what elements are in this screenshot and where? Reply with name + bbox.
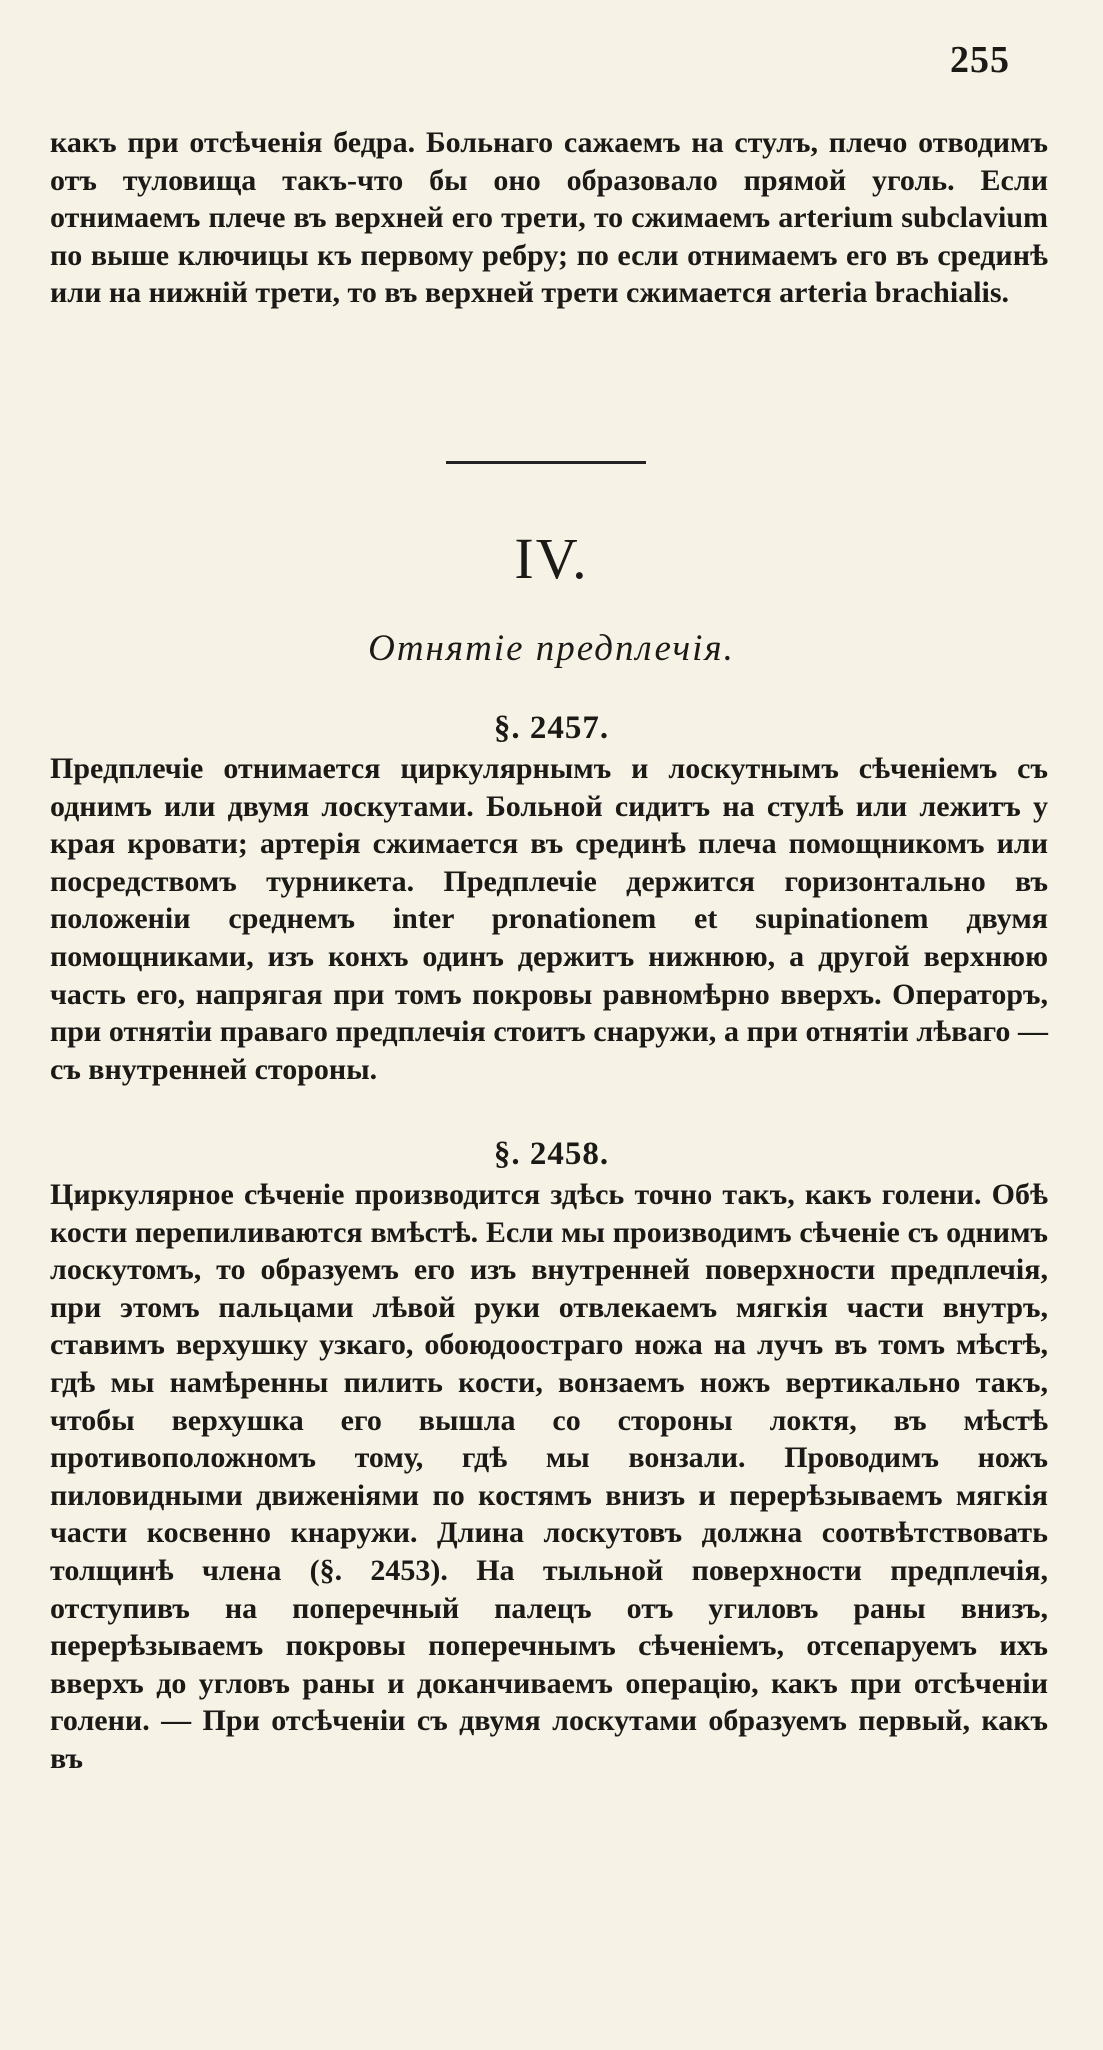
page-number: 255: [950, 39, 1010, 81]
paragraph-upper-arm-amputation: какъ при отсѣченія бедра. Больнаго сажаемъ на стулъ, плечо отводимъ отъ туловища такъ-что бы оно образовало прямой уголь. Если отнимаемъ плече въ верхней его трети, то сжимаемъ arterium subclavium по выше ключицы къ первому ребру; по если отнимаемъ его въ срединѣ или на нижній трети, то въ верхней трети сжимается arteria brachialis.: [50, 126, 1048, 310]
section-heading-2457: §. 2457.: [493, 710, 610, 746]
section-text-2458: Циркулярное сѣченіе производится здѣсь точно такъ, какъ голени. Обѣ кости перепиливаются вмѣстѣ. Если мы производимъ сѣченіе съ однимъ лоскутомъ, то образуемъ его изъ внутренней поверхности предплечія, при этомъ пальцами лѣвой руки отвлекаемъ мягкія части внутръ, ставимъ верхушку узкаго, обоюдоостраго ножа на лучъ въ томъ мѣстѣ, гдѣ мы намѣренны пилить кости, вонзаемъ ножъ вертикально такъ, чтобы верхушка его вышла со стороны локтя, въ мѣстѣ противоположномъ тому, гдѣ мы вонзали. Проводимъ ножъ пиловидными движеніями по костямъ внизъ и перерѣзываемъ мягкія части косвенно кнаружи. Длина лоскутовъ должна соотвѣтствовать толщинѣ члена (§. 2453). На тыльной поверхности предплечія, отступивъ на поперечный палецъ отъ угиловъ раны внизъ, перерѣзываемъ покровы поперечнымъ сѣченіемъ, отсепаруемъ ихъ вверхъ до угловъ раны и доканчиваемъ операцію, какъ при отсѣченіи голени. — При отсѣченіи съ двумя лоскутами образуемъ первый, какъ въ: [50, 1178, 1048, 1775]
section-text-2457: Предплечіе отнимается циркулярнымъ и лоскутнымъ сѣченіемъ съ однимъ или двумя лоскутами. Больной сидитъ на стулѣ или лежитъ у края кровати; артерія сжимается въ срединѣ плеча помощникомъ или посредствомъ турникета. Предплечіе держится горизонтально въ положеніи среднемъ inter pronationem et supinationem двумя помощниками, изъ конхъ одинъ держитъ нижнюю, а другой верхнюю часть его, напрягая при томъ покровы равномѣрно вверхъ. Операторъ, при отнятіи праваго предплечія стоитъ снаружи, а при отнятіи лѣваго — съ внутренней стороны.: [50, 752, 1048, 1086]
section-heading-2458: §. 2458.: [493, 1136, 610, 1172]
chapter-numeral: IV.: [514, 526, 589, 591]
section-divider: [446, 461, 646, 464]
chapter-title: Отнятіе предплечія.: [368, 628, 735, 669]
